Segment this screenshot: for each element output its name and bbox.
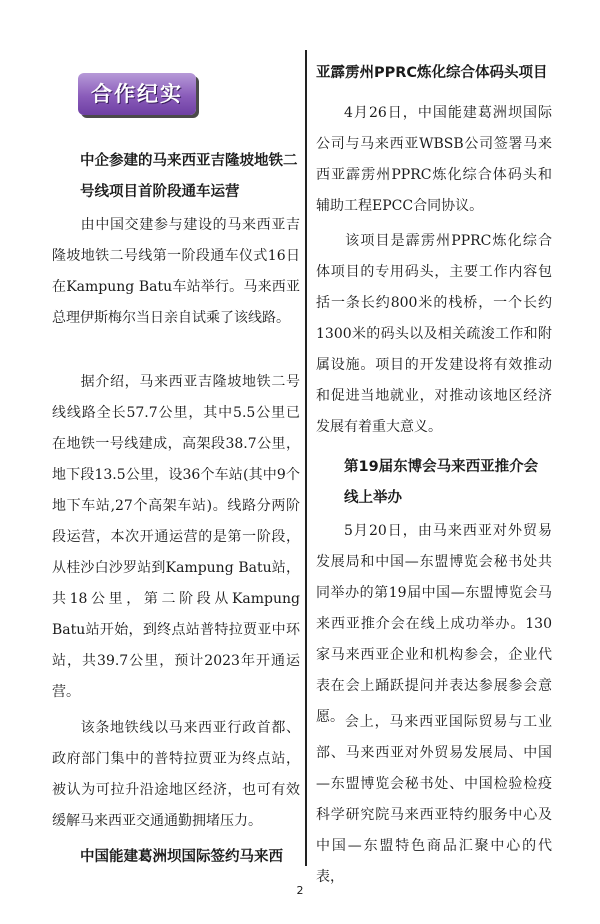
article-title-port-part2: 亚霹雳州PPRC炼化综合体码头项目: [316, 65, 548, 81]
paragraph-expo-1: 5月20日，由马来西亚对外贸易发展局和中国—东盟博览会秘书处共同举办的第19届中国—东盟博览会马来西亚推介会在线上成功举办。130家马来西亚企业和机构参会，企业代表在会上踊跃提问并表达参展参会意愿。: [316, 523, 552, 725]
paragraph-port-2: 该项目是霹雳州PPRC炼化综合体项目的专用码头，主要工作内容包括一条长约800米的栈桥，一个长约1300米的码头以及相关疏浚工作和附属设施。项目的开发建设将有效推动和促进当地就业，对推动该地区经济发展有着重大意义。: [316, 233, 552, 435]
section-badge: 合作纪实: [78, 73, 196, 115]
paragraph-metro-3: 该条地铁线以马来西亚行政首都、政府部门集中的普特拉贾亚为终点站，被认为可拉升沿途地区经济，也可有效缓解马来西亚交通通勤拥堵压力。: [52, 720, 300, 829]
article-title-expo: 第19届东博会马来西亚推介会线上举办: [344, 459, 539, 506]
page-number: 2: [296, 884, 304, 897]
paragraph-metro-1: 由中国交建参与建设的马来西亚吉隆坡地铁二号线第一阶段通车仪式16日在Kampung Batu车站举行。马来西亚总理伊斯梅尔当日亲自试乘了该线路。: [52, 217, 300, 326]
article-title-metro: 中企参建的马来西亚吉隆坡地铁二号线项目首阶段通车运营: [80, 153, 298, 200]
paragraph-expo-2: 会上，马来西亚国际贸易与工业部、马来西亚对外贸易发展局、中国—东盟博览会秘书处、中国检验检疫科学研究院马来西亚特约服务中心及中国—东盟特色商品汇聚中心的代表，: [316, 714, 552, 885]
article-title-port-part1: 中国能建葛洲坝国际签约马来西: [80, 849, 283, 865]
paragraph-port-1: 4月26日，中国能建葛洲坝国际公司与马来西亚WBSB公司签署马来西亚霹雳州PPRC炼化综合体码头和辅助工程EPCC合同协议。: [316, 105, 552, 214]
paragraph-metro-2: 据介绍，马来西亚吉隆坡地铁二号线线路全长57.7公里，其中5.5公里已在地铁一号线建成，高架段38.7公里，地下段13.5公里，设36个车站(其中9个地下车站,27个高架车站)。线路分两阶段运营，本次开通运营的是第一阶段，从桂沙白沙罗站到Kampung Batu站，共18公里，第二阶段从Kampung Batu站开始，到终点站普特拉贾亚中环站，共39.7公里，预计2023年开通运营。: [52, 374, 300, 700]
column-divider: [305, 50, 307, 866]
